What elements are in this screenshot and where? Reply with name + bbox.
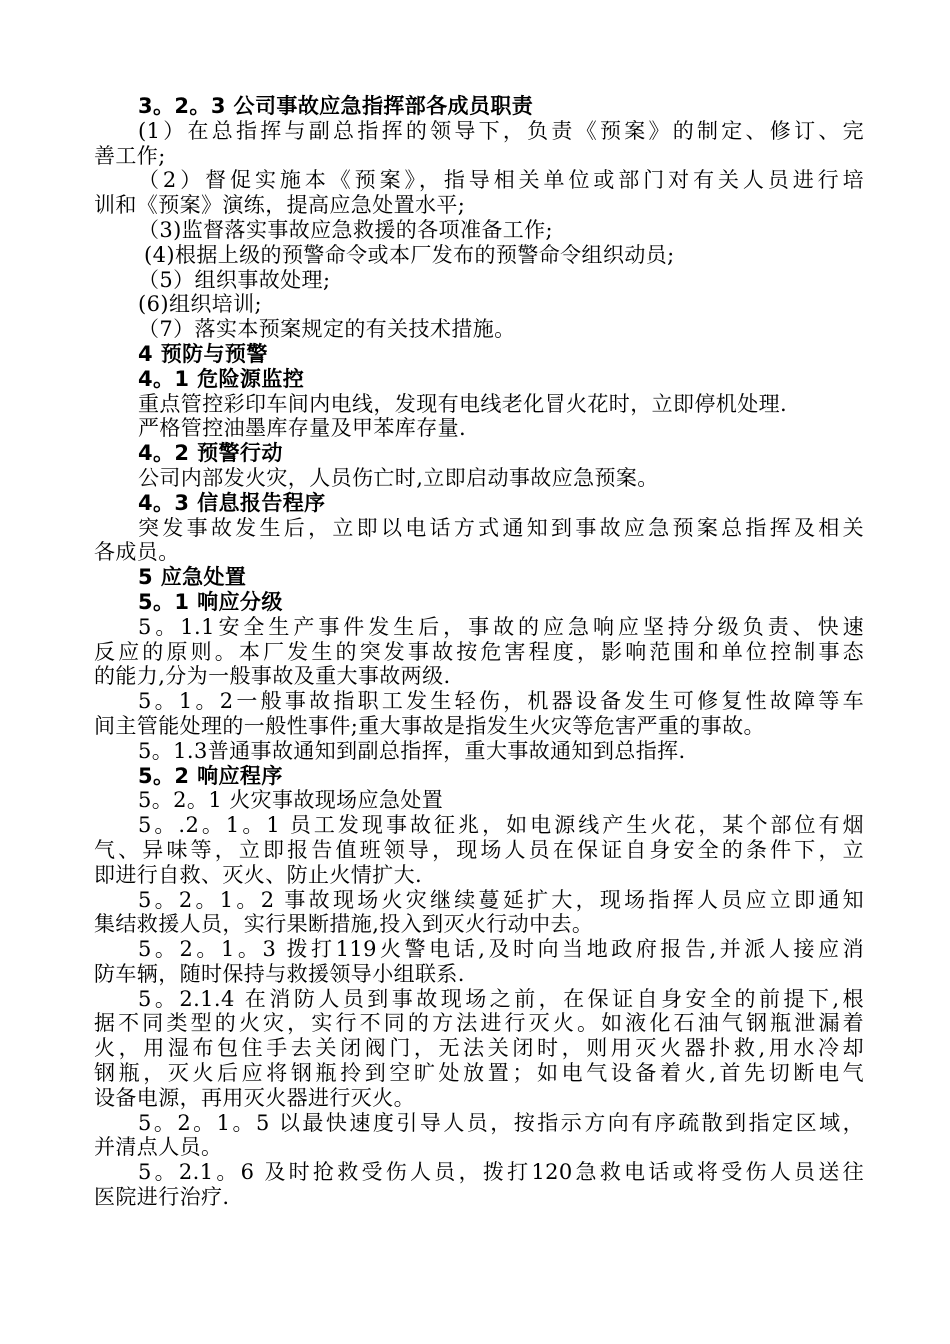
text-line: 5。1.1安全生产事件发生后，事故的应急响应坚持分级负责、快速 bbox=[138, 614, 864, 639]
text-line: 5。.2。1。1 员工发现事故征兆，如电源线产生火花，某个部位有烟 bbox=[138, 813, 864, 838]
text-line: 据不同类型的火灾，实行不同的方法进行灭火。如液化石油气钢瓶泄漏着 bbox=[94, 1011, 864, 1036]
text-line: 5。2。1。5 以最快速度引导人员，按指示方向有序疏散到指定区域， bbox=[138, 1110, 864, 1135]
section-heading: 3。2。3 公司事故应急指挥部各成员职责 bbox=[138, 94, 534, 118]
section-heading: 4。1 危险源监控 bbox=[138, 366, 305, 391]
section-heading: 5。2 响应程序 bbox=[138, 763, 283, 788]
text-line: （5）组织事故处理; bbox=[138, 267, 331, 292]
text-line: （3)监督落实事故应急救援的各项准备工作; bbox=[138, 217, 554, 242]
document-body bbox=[94, 94, 864, 1210]
text-line: (1）在总指挥与副总指挥的领导下，负责《预案》的制定、修订、完 bbox=[138, 118, 864, 143]
text-line: 5。2.1.4 在消防人员到事故现场之前，在保证自身安全的前提下,根 bbox=[138, 986, 864, 1011]
text-line: 5。2。1。3 拨打119火警电话,及时向当地政府报告,并派人接应消 bbox=[138, 937, 864, 962]
text-line: 5。1。2一般事故指职工发生轻伤，机器设备发生可修复性故障等车 bbox=[138, 689, 864, 714]
text-line: 善工作; bbox=[94, 143, 166, 168]
text-line: 训和《预案》演练，提高应急处置水平; bbox=[94, 193, 466, 218]
section-heading: 5。1 响应分级 bbox=[138, 589, 283, 614]
text-line: 的能力,分为一般事故及重大事故两级. bbox=[94, 664, 451, 689]
text-line: （2）督促实施本《预案》，指导相关单位或部门对有关人员进行培 bbox=[138, 168, 864, 193]
section-heading: 4。2 预警行动 bbox=[138, 441, 283, 466]
text-line: 5。1.3普通事故通知到副总指挥，重大事故通知到总指挥. bbox=[138, 738, 686, 763]
text-line: 钢瓶，灭火后应将钢瓶拎到空旷处放置；如电气设备着火,首先切断电气 bbox=[94, 1061, 864, 1086]
text-line: 公司内部发火灾，人员伤亡时,立即启动事故应急预案。 bbox=[138, 465, 659, 490]
text-line: 间主管能处理的一般性事件;重大事故是指发生火灾等危害严重的事故。 bbox=[94, 713, 765, 738]
text-line: 防车辆，随时保持与救援领导小组联系. bbox=[94, 961, 465, 986]
text-line: 5。2。1。2 事故现场火灾继续蔓延扩大，现场指挥人员应立即通知 bbox=[138, 887, 864, 912]
section-heading: 4。3 信息报告程序 bbox=[138, 490, 326, 515]
text-line: (4)根据上级的预警命令或本厂发布的预警命令组织动员; bbox=[144, 242, 675, 267]
text-line: 各成员。 bbox=[94, 540, 180, 565]
text-line: 5。2.1。6 及时抢救受伤人员，拨打120急救电话或将受伤人员送往 bbox=[138, 1160, 864, 1185]
section-heading: 4 预防与预警 bbox=[138, 341, 268, 366]
section-heading: 5 应急处置 bbox=[138, 565, 247, 590]
text-line: 火，用湿布包住手去关闭阀门，无法关闭时，则用灭火器扑救,用水冷却 bbox=[94, 1036, 864, 1061]
text-line: (6)组织培训; bbox=[138, 292, 263, 317]
text-line: 并清点人员。 bbox=[94, 1135, 223, 1160]
text-line: 5。2。1 火灾事故现场应急处置 bbox=[138, 788, 444, 813]
text-line: 医院进行治疗. bbox=[94, 1185, 230, 1210]
text-line: 严格管控油墨库存量及甲苯库存量. bbox=[138, 416, 467, 441]
text-line: 突发事故发生后，立即以电话方式通知到事故应急预案总指挥及相关 bbox=[138, 515, 864, 540]
text-line: 反应的原则。本厂发生的突发事故按危害程度，影响范围和单位控制事态 bbox=[94, 639, 864, 664]
text-line: 设备电源，再用灭火器进行灭火。 bbox=[94, 1085, 415, 1110]
text-line: 集结救援人员，实行果断措施,投入到灭火行动中去。 bbox=[94, 912, 594, 937]
text-line: 气、异味等，立即报告值班领导，现场人员在保证自身安全的条件下，立 bbox=[94, 837, 864, 862]
text-line: （7）落实本预案规定的有关技术措施。 bbox=[138, 317, 516, 342]
text-line: 重点管控彩印车间内电线，发现有电线老化冒火花时，立即停机处理. bbox=[138, 391, 788, 416]
text-line: 即进行自救、灭火、防止火情扩大. bbox=[94, 862, 423, 887]
